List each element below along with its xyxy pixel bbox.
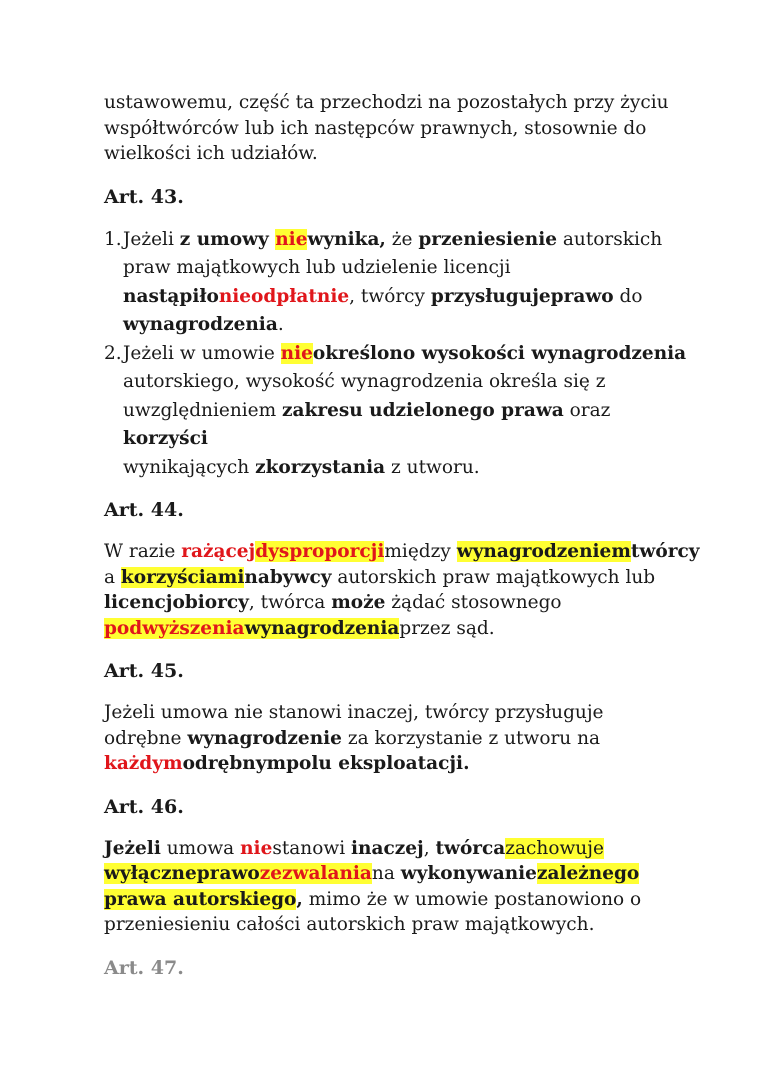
text-run-bold: zkorzystania xyxy=(255,456,386,478)
text-run-highlight: zachowuje xyxy=(505,837,604,859)
text-run: W razie xyxy=(104,541,182,562)
intro-line-1: ustawowemu, część ta przechodzi na pozostałych przy życiu xyxy=(104,92,669,113)
text-run-bold: przeniesienie xyxy=(418,228,558,250)
text-run: Jeżeli xyxy=(123,228,180,250)
list-number: 2. xyxy=(104,342,122,364)
text-run-bold: przysługujeprawo xyxy=(430,285,614,307)
text-run: przez sąd. xyxy=(399,617,495,639)
text-run-bold-highlight: wynagrodzeniem xyxy=(456,541,631,562)
text-run: żądać stosownego xyxy=(385,592,562,613)
text-run-bold: nastąpiło xyxy=(123,285,219,307)
text-run-bold-highlight: prawa autorskiego xyxy=(104,888,297,910)
text-run: autorskich praw majątkowych lub xyxy=(331,566,656,588)
text-run-bold: korzyści xyxy=(123,428,208,449)
art-43-list xyxy=(104,226,700,483)
text-run-bold-highlight: korzyściami xyxy=(120,566,245,588)
text-run-bold-highlight: wynagrodzenia xyxy=(244,617,400,639)
text-run-bold-highlight: zależnego xyxy=(536,863,640,884)
text-run: że xyxy=(385,228,419,250)
text-run-red-highlight: podwyższenia xyxy=(104,617,245,639)
text-run: do xyxy=(613,285,643,307)
text-run-red: rażącej xyxy=(181,541,256,562)
text-run: Jeżeli umowa nie stanowi inaczej, twórcy przysługuje xyxy=(104,702,604,723)
text-run-red-highlight: nie xyxy=(275,228,308,250)
text-run-bold: wykonywanie xyxy=(400,863,537,884)
text-run: , twórcy xyxy=(349,285,431,307)
text-run: przeniesieniu całości autorskich praw majątkowych. xyxy=(104,914,595,935)
text-run-bold-highlight: wyłącznepr xyxy=(104,863,220,884)
text-run: Jeżeli w umowie xyxy=(123,342,281,364)
art-44-heading: Art. 44. xyxy=(104,499,184,521)
text-run-red-highlight: dysproporcji xyxy=(255,541,385,562)
text-run-bold: nabywcy xyxy=(244,566,332,588)
text-run-bold: może xyxy=(331,592,386,613)
text-run: odrębne xyxy=(104,727,188,749)
text-run: na xyxy=(371,863,401,884)
text-run-bold: określono wysokości wynagrodzenia xyxy=(312,342,687,364)
text-run: za korzystanie z utworu na xyxy=(341,727,601,749)
art-43-item-2 xyxy=(104,340,700,483)
text-run-bold: twórca xyxy=(435,837,506,859)
text-run-red: nie xyxy=(240,837,273,859)
intro-paragraph xyxy=(104,90,700,167)
text-run-bold: Jeżeli xyxy=(104,837,161,859)
art-45-heading: Art. 45. xyxy=(104,660,184,682)
text-run-bold: zakresu udzielonego prawa xyxy=(282,399,564,421)
art-43-item-1 xyxy=(104,226,700,340)
text-run: z utworu. xyxy=(385,456,480,478)
list-number: 1. xyxy=(104,228,122,250)
text-run: oraz xyxy=(563,399,611,421)
art-43-heading: Art. 43. xyxy=(104,185,184,208)
art-45-paragraph xyxy=(104,700,700,777)
text-run-red: każdym xyxy=(104,753,183,774)
text-run-red: nieodpłatnie xyxy=(218,285,350,307)
text-run-bold: inaczej xyxy=(351,837,424,859)
intro-line-3: wielkości ich udziałów. xyxy=(104,143,318,164)
text-run: . xyxy=(277,314,284,335)
text-run: , twórca xyxy=(248,592,332,613)
art-47-heading: Art. 47. xyxy=(104,956,184,979)
text-run-bold: wynagrodzenia xyxy=(123,314,278,335)
text-run-bold: odrębnympolu eksploatacji. xyxy=(182,753,470,774)
text-run: , xyxy=(423,837,436,859)
text-run: autorskich xyxy=(557,228,663,250)
text-run-bold: wynika, xyxy=(307,228,386,250)
text-run: uwzględnieniem xyxy=(123,399,283,421)
text-run-bold: , xyxy=(296,888,303,910)
text-run: praw majątkowych lub udzielenie licencji xyxy=(123,257,511,278)
text-run-red-highlight: zezwalania xyxy=(259,863,372,884)
text-run: wynikających xyxy=(123,456,256,478)
text-run: stanowi xyxy=(272,837,351,859)
art-44-paragraph xyxy=(104,539,700,641)
text-run-bold: licencjobiorcy xyxy=(104,592,249,613)
text-run-bold: twórcy xyxy=(630,541,700,562)
text-run: między xyxy=(384,541,457,562)
art-46-heading: Art. 46. xyxy=(104,795,184,818)
intro-line-2: współtwórców lub ich następców prawnych, stosownie do xyxy=(104,117,647,139)
text-run: mimo że w umowie postanowiono o xyxy=(302,888,642,910)
text-run-bold: z umowy xyxy=(179,228,276,250)
text-run: umowa xyxy=(160,837,241,859)
art-46-paragraph xyxy=(104,836,700,938)
text-run: a xyxy=(104,566,121,588)
text-run: autorskiego, wysokość wynagrodzenia określa się z xyxy=(123,371,606,392)
text-run-bold: wynagrodzenie xyxy=(187,727,342,749)
text-run-red-highlight: nie xyxy=(280,342,313,364)
text-run-bold-highlight: awo xyxy=(219,863,260,884)
